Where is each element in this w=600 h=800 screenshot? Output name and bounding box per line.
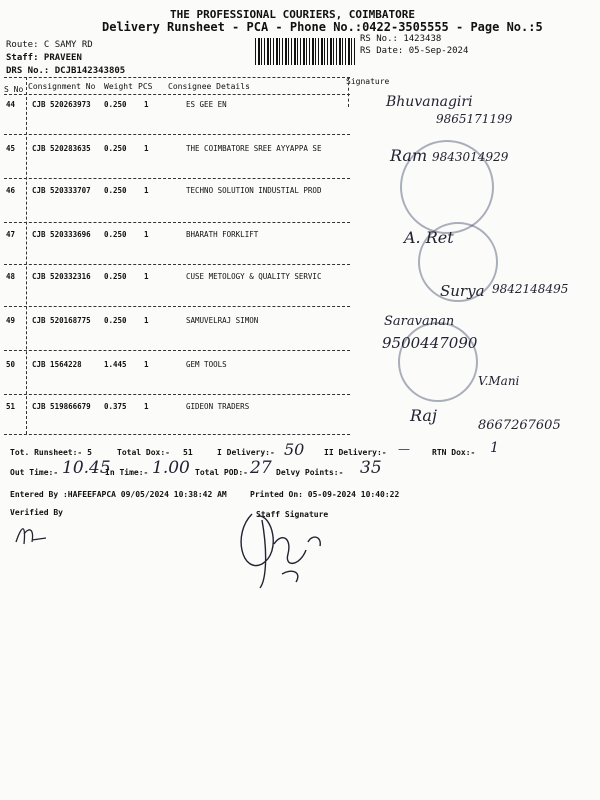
- row-sno: 44: [6, 100, 16, 109]
- divider: [4, 222, 350, 223]
- signature-50: V.Mani: [478, 374, 520, 388]
- phone-45: 9843014929: [432, 150, 509, 164]
- divider: [4, 306, 350, 307]
- row-consignment: CJB 520332316: [32, 272, 91, 281]
- row-consignment: CJB 520283635: [32, 144, 91, 153]
- signature-49: Saravanan: [384, 314, 455, 329]
- entered-by: Entered By :HAFEEFAPCA 09/05/2024 10:38:42 AM: [10, 490, 227, 499]
- signature-47: A. Ret: [404, 228, 454, 247]
- row-sno: 45: [6, 144, 16, 153]
- row-weight: 0.250: [104, 186, 127, 195]
- in-time-label: In Time:-: [105, 468, 149, 477]
- row-consignee: TECHNO SOLUTION INDUSTIAL PROD: [186, 186, 322, 195]
- row-consignee: BHARATH FORKLIFT: [186, 230, 259, 239]
- row-weight: 0.375: [104, 402, 127, 411]
- divider: [4, 434, 350, 435]
- phone-48: 9842148495: [492, 282, 569, 296]
- divider: [4, 264, 350, 265]
- divider: [4, 178, 350, 179]
- staff-signature-label: Staff Signature: [256, 510, 329, 519]
- divider: [4, 350, 350, 351]
- company-title: THE PROFESSIONAL COURIERS, COIMBATORE: [170, 8, 416, 21]
- delvy-points-value: 35: [360, 458, 382, 478]
- runsheet-subtitle: Delivery Runsheet - PCA - Phone No.:0422-3505555 - Page No.:5: [102, 20, 543, 34]
- row-sno: 50: [6, 360, 16, 369]
- signature-48: Surya: [440, 282, 485, 300]
- divider: [4, 77, 350, 78]
- row-consignment: CJB 520263973: [32, 100, 91, 109]
- row-weight: 1.445: [104, 360, 127, 369]
- row-sno: 47: [6, 230, 16, 239]
- row-sno: 51: [6, 402, 16, 411]
- row-consignee: SAMUVELRAJ SIMON: [186, 316, 259, 325]
- col-consignment: Consignment No: [28, 82, 96, 91]
- printed-on: Printed On: 05-09-2024 10:40:22: [250, 490, 400, 499]
- staff-label: Staff: PRAVEEN: [6, 53, 82, 63]
- row-sno: 48: [6, 272, 16, 281]
- row-consignment: CJB 520333707: [32, 186, 91, 195]
- out-time-label: Out Time:-: [10, 468, 59, 477]
- route-label: Route: C SAMY RD: [6, 40, 93, 50]
- col-sno: S No: [4, 85, 24, 94]
- row-consignee: GIDEON TRADERS: [186, 402, 250, 411]
- row-pcs: 1: [144, 272, 149, 281]
- verifier-signature: [12, 520, 52, 550]
- row-consignee: CUSE METOLOGY & QUALITY SERVIC: [186, 272, 322, 281]
- i-delivery-value: 50: [284, 440, 305, 459]
- total-pod-label: Total POD:-: [195, 468, 248, 477]
- phone-44: 9865171199: [436, 112, 513, 126]
- row-consignee: ES GEE EN: [186, 100, 227, 109]
- total-dox-label: Total Dox:-: [117, 448, 170, 457]
- phone-49: 9500447090: [382, 334, 478, 352]
- row-weight: 0.250: [104, 272, 127, 281]
- row-consignee: THE COIMBATORE SREE AYYAPPA SE: [186, 144, 322, 153]
- total-pod-value: 27: [250, 458, 272, 478]
- rs-number: RS No.: 1423438: [360, 34, 442, 44]
- signature-44: Bhuvanagiri: [386, 94, 473, 110]
- divider: [4, 94, 350, 95]
- i-delivery-label: I Delivery:-: [217, 448, 275, 457]
- table-row: [0, 316, 350, 358]
- signature-45: Ram: [390, 146, 428, 165]
- row-pcs: 1: [144, 100, 149, 109]
- rtn-dox-label: RTN Dox:-: [432, 448, 476, 457]
- total-dox-value: 51: [183, 448, 193, 457]
- row-weight: 0.250: [104, 230, 127, 239]
- in-time-value: 1.00: [152, 458, 190, 478]
- phone-51: 8667267605: [478, 418, 561, 433]
- table-row: [0, 402, 350, 444]
- row-weight: 0.250: [104, 316, 127, 325]
- row-consignment: CJB 520333696: [32, 230, 91, 239]
- row-consignment: CJB 1564228: [32, 360, 82, 369]
- row-sno: 49: [6, 316, 16, 325]
- col-consignee: Consignee Details: [168, 82, 250, 91]
- row-consignment: CJB 519866679: [32, 402, 91, 411]
- row-sno: 46: [6, 186, 16, 195]
- tot-runsheet: Tot. Runsheet:- 5: [10, 448, 92, 457]
- out-time-value: 10.45: [62, 458, 111, 478]
- row-consignment: CJB 520168775: [32, 316, 91, 325]
- staff-signature-mark: [222, 494, 342, 594]
- row-pcs: 1: [144, 360, 149, 369]
- table-row: [0, 360, 350, 402]
- table-row: [0, 272, 350, 314]
- ii-delivery-value: —: [398, 442, 410, 456]
- col-signature: Signature: [346, 77, 390, 86]
- table-row: [0, 230, 350, 272]
- divider: [4, 134, 350, 135]
- row-consignee: GEM TOOLS: [186, 360, 227, 369]
- ii-delivery-label: II Delivery:-: [324, 448, 387, 457]
- row-pcs: 1: [144, 230, 149, 239]
- row-pcs: 1: [144, 186, 149, 195]
- delvy-points-label: Delvy Points:-: [276, 468, 344, 477]
- row-pcs: 1: [144, 144, 149, 153]
- rs-date: RS Date: 05-Sep-2024: [360, 46, 469, 56]
- table-row: [0, 144, 350, 186]
- row-pcs: 1: [144, 402, 149, 411]
- table-row: [0, 100, 350, 142]
- divider: [4, 394, 350, 395]
- col-pcs: PCS: [138, 82, 153, 91]
- signature-51: Raj: [410, 406, 437, 425]
- barcode: [255, 38, 355, 65]
- row-weight: 0.250: [104, 144, 127, 153]
- verified-by-label: Verified By: [10, 508, 63, 517]
- row-pcs: 1: [144, 316, 149, 325]
- drs-number: DRS No.: DCJB142343805: [6, 66, 126, 76]
- rtn-dox-value: 1: [490, 440, 499, 456]
- row-weight: 0.250: [104, 100, 127, 109]
- col-weight: Weight: [104, 82, 133, 91]
